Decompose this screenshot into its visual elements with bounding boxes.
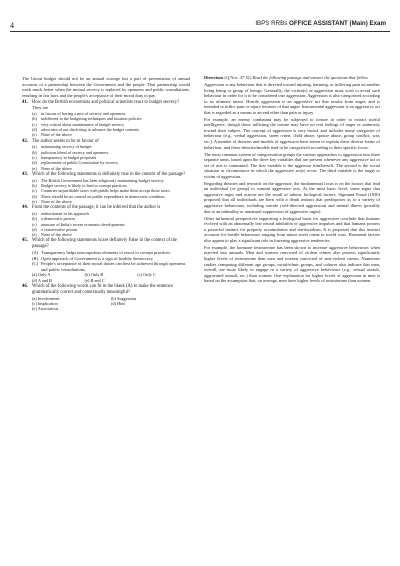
option-key: (c) — [32, 154, 37, 160]
option-d[interactable] — [32, 278, 85, 283]
option-text: advocates of not disclosing in advance the budget contents — [41, 126, 140, 132]
option-text: There should be no control on public expenditure in democratic condition. — [41, 193, 166, 199]
question-46 — [22, 284, 190, 296]
option-key: (d) — [32, 160, 37, 166]
options-41 — [22, 111, 190, 137]
option-key: (e) — [32, 232, 37, 238]
option-e[interactable] — [22, 166, 190, 171]
option-key: (a) — [32, 111, 37, 117]
option-text: Budget secrecy is likely to lead to corrupt practices. — [41, 182, 128, 188]
option-text: in favour of having a mix of secrecy and openness — [41, 111, 126, 117]
question-number: 43. — [22, 171, 28, 177]
statement-text: People's acceptance of their moral duties can best be achieved through openness and public consultations. — [41, 261, 186, 272]
options-44 — [22, 211, 190, 237]
option-text: None of the above — [41, 132, 72, 138]
question-number: 41. — [22, 99, 28, 105]
exam-series: IBPS RRBs — [255, 20, 288, 27]
passage-paragraph: Other influential perspectives supporting a biological basis for aggression conclude that humans evolved with an abnormally low neural inhibition of aggressive impulses and that humans possess a powerful instinct for property accumulation and territorialism. It is proposed that this instinct accounts for hostile behaviours ranging from minor street crime to world wars. Hormonal factors also appear to play a significant role in fostering aggressive tendencies. — [204, 215, 380, 243]
left-column — [22, 76, 190, 311]
directions — [204, 75, 380, 81]
question-text: From the contents of the passage, it can be inferred that the author is — [32, 205, 161, 211]
question-number: 46. — [22, 283, 28, 289]
option-key: (a) — [32, 295, 37, 301]
option-key: (c) — [137, 272, 143, 278]
option-text: authoritarian in his approach — [41, 210, 90, 216]
directions-text: Read the following passage and answer the questions that follow. — [252, 75, 369, 80]
option-text: Countries unjustifiable taxes with public helps make them accept those taxes. — [41, 188, 171, 194]
question-number: 45. — [22, 238, 28, 244]
passage-paragraph: Aggression is any behaviour that is directed toward injuring, harming, or inflicting pain on another living being or group of beings. Generally, the victim(s) of aggression must wish to avoid such behaviour in order for it to be considered true aggression. Aggression is also categorised according to its ultimate intent. Hostile aggression is an aggressive act that results from anger, and is intended to inflict pain or injury because of that anger. Instrumental aggression is an aggressive act that is regarded as a means to an end other than pain or injury. — [204, 82, 380, 115]
question-text: Which of the following statements is definitely true in the context of the passage? — [32, 171, 186, 177]
option-key: (b) — [32, 216, 37, 222]
option-text: a conservative person — [41, 226, 78, 232]
question-text: The author seems to be in favour of — [32, 138, 99, 144]
option-e[interactable] — [85, 278, 138, 283]
option-key: (c) — [32, 188, 37, 194]
option-text: B and C — [90, 277, 105, 283]
option-text: Only C — [143, 272, 156, 278]
options-43 — [22, 178, 190, 204]
option-text: indifferent to the budgeting techniques and taxation policies — [41, 116, 142, 122]
statement-c — [22, 261, 190, 272]
passage-paragraph: The most common system of categorisation groups the various approaches to aggression into three separate areas, based upon the three key variables that are present whenever any aggressive act or set of acts is committed. The first variable is the aggressor him/herself. The second is the social situation or circumstance in which the aggressive act(s) occur. The third variable is the target or victim of aggression. — [204, 151, 380, 179]
question-text: Which of the following words can fit in the blank (A) to make the sentence grammatically correct and contextually meaningful? — [32, 283, 173, 295]
option-text: replacement of public Constitution by secrecy — [41, 160, 119, 166]
question-number: 42. — [22, 138, 28, 144]
option-key: (b) — [111, 295, 117, 301]
option-key: (c) — [32, 121, 37, 127]
question-text: Which of the following statements is/are definitely False in the context of the passage? — [32, 238, 178, 250]
options-42 — [22, 144, 190, 170]
passage-conclusion: The Union budget should not be an annual scourge but a part of presentation of annual accounts of a partnership between the Government and the people. That partnership would work much better when the mutual secrecy is replaced by openness and public consultations, resulting in fair laws and the people's acceptance of their moral duty to pay. — [22, 76, 190, 98]
option-key: (c) — [32, 300, 37, 306]
statement-text: Transparency helps unscrupulous elements to resort to corrupt practices. — [41, 250, 172, 255]
option-key: (b) — [84, 272, 90, 278]
option-key: (d) — [111, 300, 117, 306]
running-header — [255, 20, 386, 27]
option-text: very critical about maintenance of budget secrecy — [41, 121, 125, 127]
option-e[interactable] — [22, 132, 190, 137]
option-key: (e) — [32, 198, 37, 204]
statement-key: (B) — [32, 255, 38, 261]
option-d[interactable] — [111, 301, 190, 306]
option-text: None of the above — [41, 232, 72, 238]
option-key: (a) — [32, 144, 37, 150]
option-key: (a) — [32, 210, 37, 216]
option-text: Implication — [37, 300, 58, 306]
question-45 — [22, 238, 190, 250]
option-text: None of the above — [41, 165, 72, 171]
option-key: (e) — [32, 132, 37, 138]
statement-text: Open approach of Government is a sign of healthy democracy. — [41, 255, 154, 261]
header-rule — [10, 31, 390, 32]
statement-key: (A) — [32, 250, 39, 255]
option-key: (e) — [32, 306, 37, 312]
option-e[interactable] — [22, 232, 190, 237]
question-lead: They are — [32, 105, 49, 111]
option-key: (d) — [32, 126, 37, 132]
option-key: (d) — [32, 226, 37, 232]
option-text: transparency in budget proposals — [41, 154, 97, 160]
statement-key: (C) — [32, 261, 38, 267]
option-key: (e) — [32, 165, 37, 171]
option-text: Involvement — [37, 295, 60, 301]
option-text: a democratic person — [41, 216, 75, 222]
directions-range: (Q.Nos. 47-51) — [224, 75, 252, 80]
option-key: (e) — [84, 277, 90, 283]
statements-45 — [22, 250, 190, 272]
question-text: How do the British economists and political scientists react to budget secrecy? — [32, 99, 180, 105]
option-text: Only A — [37, 272, 51, 278]
option-c[interactable] — [137, 272, 190, 277]
question-number: 44. — [22, 205, 28, 211]
options-46 — [22, 296, 190, 312]
options-45 — [22, 272, 190, 283]
option-text: Hint — [117, 300, 125, 306]
option-key: (b) — [32, 116, 37, 122]
option-key: (b) — [32, 182, 37, 188]
option-text: The British Government has been religiously maintaining budget secrecy. — [41, 177, 165, 183]
option-key: (a) — [32, 177, 37, 183]
option-text: Association — [37, 306, 58, 312]
directions-label: Directions — [204, 75, 224, 80]
option-text: judicious blend of secrecy and openness — [41, 149, 109, 155]
option-text: Suggestion — [117, 295, 137, 301]
option-text: A and B — [37, 277, 52, 283]
option-key: (d) — [32, 193, 37, 199]
right-column — [204, 75, 380, 285]
passage-paragraph: For example, the hormone testosterone has been shown to increase aggressive behaviours when injected into animals. Men and women convicted of violent crimes also possess significantly higher levels of testosterone than men and women convicted of non-violent crimes. Numerous studies comparing different age groups, racial/ethnic groups, and cultures also indicate that men, overall, are more likely to engage in a variety of aggressive behaviours (e.g., sexual assault, aggravated assault, etc.) than women. One explanation for higher levels of aggression in men is based on the assumption that, on average, men have higher levels of testosterone than women. — [204, 244, 380, 284]
page-number: 4 — [10, 21, 14, 30]
passage-paragraph: Regarding theories and research on the aggressor, the fundamental focus is on the factors that lead an individual (or group) to commit aggressive acts. At the most basic level, some argue that aggressive urges and actions are the result of inborn, biological factors. Sigmund Freud (1930) proposed that all individuals are born with a death instinct that predisposes us to a variety of aggressive behaviours, including suicide (self-directed aggression) and mental illness (possibly due to an unhealthy or unnatural suppression of aggressive urges). — [204, 180, 380, 214]
option-text: None of the above — [41, 198, 72, 204]
option-key: (b) — [32, 149, 37, 155]
option-e[interactable] — [22, 199, 190, 204]
option-text: Only B — [90, 272, 104, 278]
option-text: maintaining secrecy of budget — [41, 144, 92, 150]
option-key: (c) — [32, 221, 37, 227]
option-text: unaware of India's recent economic developments — [41, 221, 125, 227]
option-key: (d) — [32, 277, 38, 283]
option-e[interactable] — [32, 306, 111, 311]
option-key: (a) — [32, 272, 37, 278]
exam-title: OFFICE ASSISTANT (Main) Exam — [289, 20, 386, 27]
passage-paragraph: For example, an enemy combatant may be subjected to torture in order to extract useful intelligence, though those inflicting the torture may have no real feelings of anger or animosity toward their subject. The concept of aggression is very broad, and includes many categories of behaviour (e.g., verbal aggression, street crime, child abuse, spouse abuse, group conflict, war, etc.). A number of theories and models of aggression have arisen to explain these diverse forms of behaviour, and these theories/models tend to be categorised according to their specific focus. — [204, 116, 380, 150]
passage — [204, 82, 380, 284]
